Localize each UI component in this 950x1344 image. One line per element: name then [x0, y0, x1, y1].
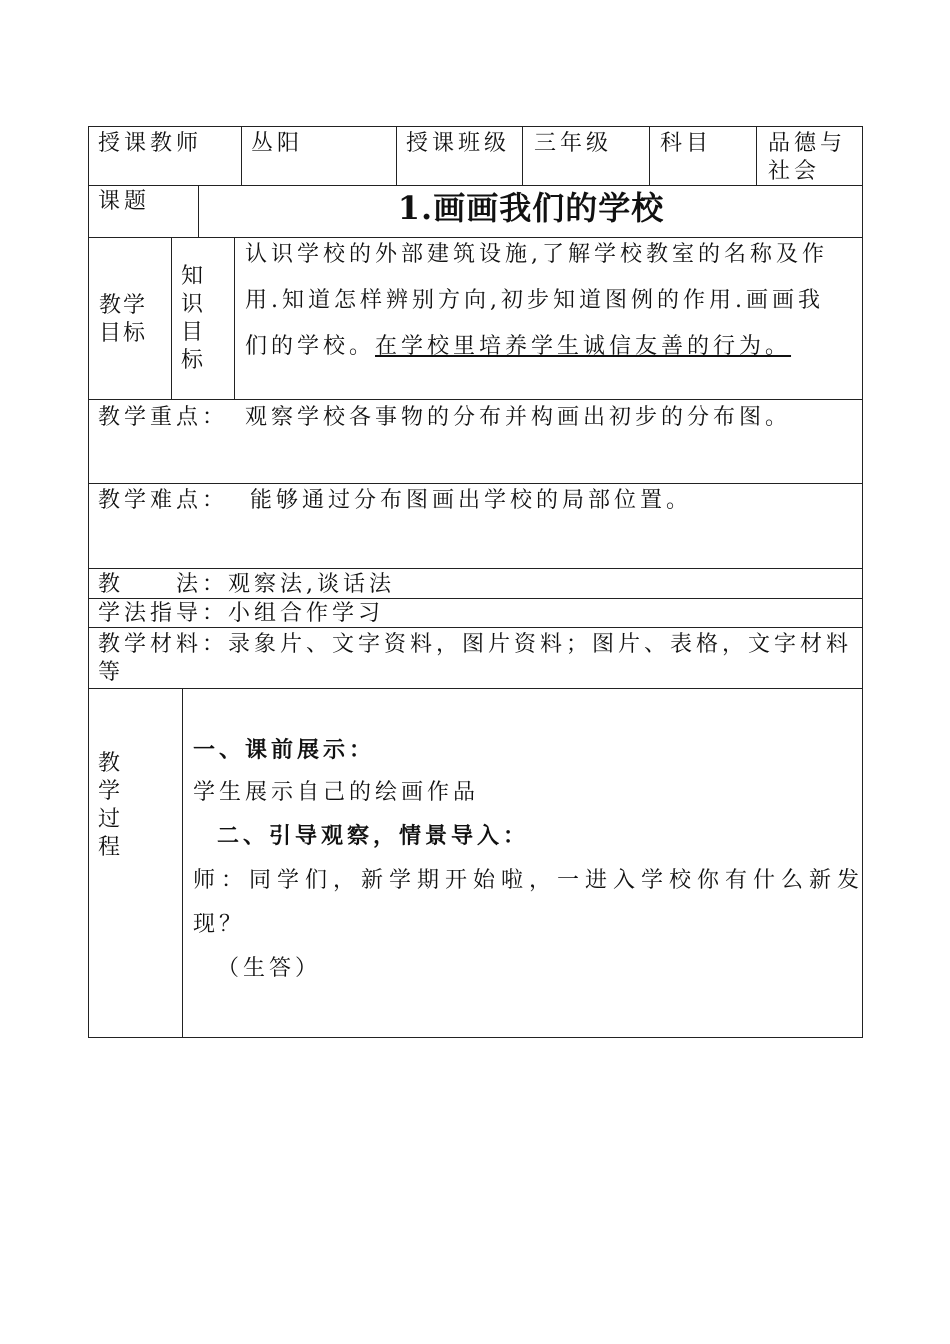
objectives-label-line: 目标 [98, 321, 147, 346]
teaching-method: 教 法：观察法,谈话法 [98, 572, 395, 597]
process-label-char: 程 [97, 835, 120, 860]
table-border [198, 185, 199, 237]
teacher-line2: 现？ [193, 912, 246, 937]
table-border [171, 237, 172, 399]
objectives-line-plain: 们的学校。 [245, 334, 376, 359]
difficulty-label: 教学难点： [98, 488, 229, 513]
topic-label: 课题 [98, 189, 151, 214]
process-label [96, 750, 122, 862]
process-label-char: 过 [97, 807, 120, 832]
table-border [88, 399, 863, 400]
subject-value-line1: 品德与 [768, 131, 847, 156]
sub-label-char: 目 [180, 320, 203, 345]
table-border [88, 126, 863, 127]
table-border [396, 126, 397, 185]
teacher-line1: 师：同学们，新学期开始啦，一进入学校你有什么新发 [193, 868, 866, 893]
process-label-char: 教 [97, 751, 120, 776]
section2-heading: 二、引导观察，情景导入： [217, 824, 530, 849]
objectives-line: 认识学校的外部建筑设施,了解学校教室的名称及作 [245, 242, 828, 267]
subject-value-line2: 社会 [768, 159, 821, 184]
materials-line2: 等 [98, 660, 125, 685]
table-border [88, 185, 863, 186]
table-border [88, 568, 863, 569]
table-border [862, 126, 863, 1038]
table-border [88, 126, 89, 1038]
process-label-char: 学 [97, 779, 120, 804]
section1-text: 学生展示自己的绘画作品 [193, 780, 480, 805]
sub-label-char: 标 [180, 348, 203, 373]
table-border [88, 1037, 863, 1038]
student-answer: （生答） [217, 956, 322, 981]
class-value: 三年级 [534, 131, 613, 156]
table-border [241, 126, 242, 185]
key-point-text: 观察学校各事物的分布并构画出初步的分布图。 [245, 405, 792, 430]
objectives-line-underlined: 在学校里培养学生诚信友善的行为。 [375, 334, 792, 359]
subject-label: 科目 [660, 131, 713, 156]
sub-label-char: 知 [180, 264, 203, 289]
table-border [756, 126, 757, 185]
objectives-text [245, 232, 857, 370]
class-label: 授课班级 [406, 131, 511, 156]
teacher-label: 授课教师 [98, 131, 203, 156]
table-border [182, 688, 183, 1037]
section1-heading: 一、课前展示： [193, 738, 376, 763]
objectives-label [98, 292, 148, 348]
objectives-label-line: 教学 [98, 293, 147, 318]
knowledge-objectives-label [179, 263, 205, 375]
difficulty-text: 能够通过分布图画出学校的局部位置。 [250, 488, 693, 513]
table-border [234, 237, 235, 399]
objectives-line-3 [245, 324, 857, 370]
table-border [522, 126, 523, 185]
table-border [88, 688, 863, 689]
objectives-line: 用.知道怎样辨别方向,初步知道图例的作用.画画我 [245, 288, 824, 313]
learning-guide: 学法指导：小组合作学习 [98, 601, 385, 626]
table-border [88, 483, 863, 484]
sub-label-char: 识 [180, 292, 203, 317]
key-point-label: 教学重点： [98, 405, 229, 430]
materials-line1: 教学材料：录象片、文字资料，图片资料；图片、表格，文字材料 [98, 632, 853, 657]
lesson-title: 1.画画我们的学校 [397, 189, 665, 227]
table-border [649, 126, 650, 185]
teacher-name: 丛阳 [251, 131, 304, 156]
